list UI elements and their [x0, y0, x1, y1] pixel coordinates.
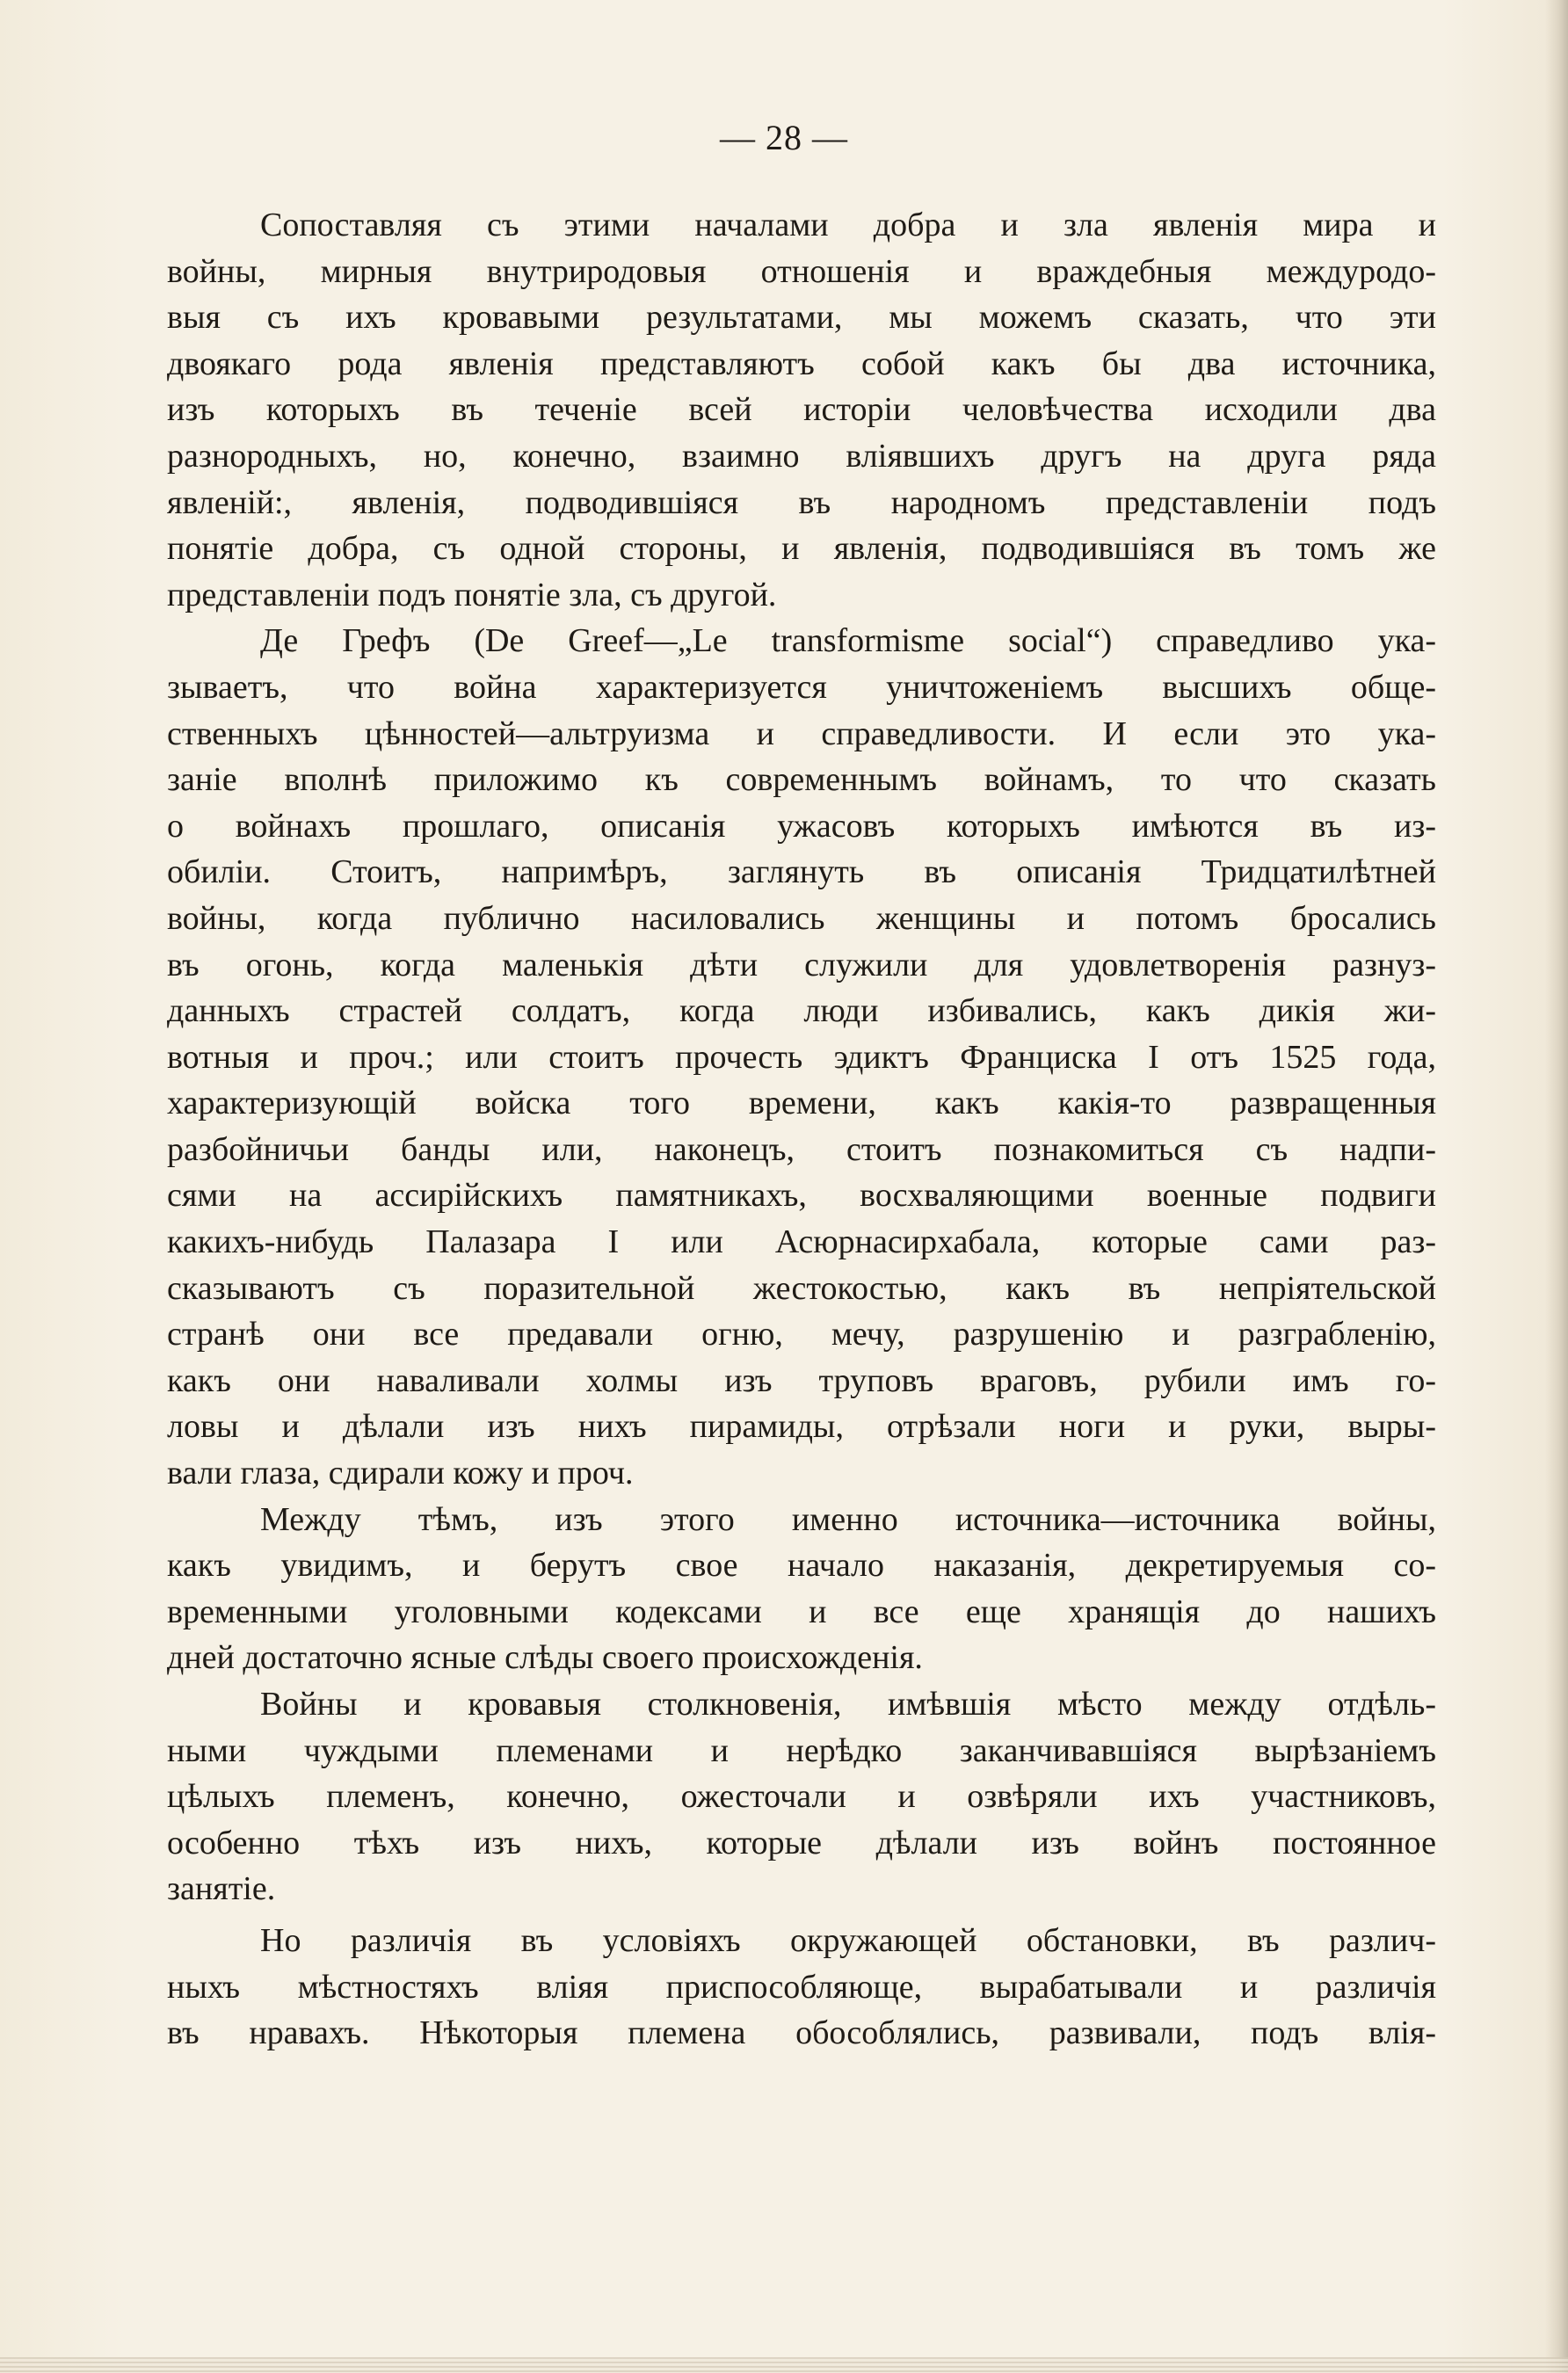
text-line: какъ они наваливали холмы изъ труповъ враговъ, рубили имъ го- [167, 1361, 1436, 1399]
text-line: особенно тѣхъ изъ нихъ, которые дѣлали изъ войнъ постоянное [167, 1824, 1436, 1861]
page-edge-shadow [1545, 0, 1568, 2373]
text-line: ловы и дѣлали изъ нихъ пирамиды, отрѣзали ноги и руки, выры- [167, 1408, 1436, 1446]
text-line: двоякаго рода явленія представляютъ собой какъ бы два источника, [167, 345, 1436, 382]
text-line: въ огонь, когда маленькія дѣти служили для удовлетворенія разнуз- [167, 946, 1436, 983]
text-line: выя съ ихъ кровавыми результатами, мы можемъ сказать, что эти [167, 299, 1436, 337]
page-number: — 28 — [720, 118, 848, 157]
paragraph-5 [167, 1918, 1436, 2057]
text-line: вали глаза, сдирали кожу и проч. [167, 1455, 634, 1492]
text-line: странѣ они все предавали огню, мечу, разрушенію и разграбленію, [167, 1316, 1436, 1353]
text-line: Между тѣмъ, изъ этого именно источника—источника войны, [260, 1500, 1436, 1538]
text-line: разбойничьи банды или, наконецъ, стоитъ познакомиться съ надпи- [167, 1130, 1436, 1168]
text-line: ственныхъ цѣнностей—альтруизма и справедливости. И если это ука- [167, 715, 1436, 752]
text-line: зываетъ, что война характеризуется уничтоженіемъ высшихъ обще- [167, 668, 1436, 706]
text-line: о войнахъ прошлаго, описанія ужасовъ которыхъ имѣются въ из- [167, 807, 1436, 845]
text-line: сказываютъ съ поразительной жестокостью, какъ въ непріятельской [167, 1269, 1436, 1307]
text-line: представленіи подъ понятіе зла, съ другой. [167, 576, 777, 613]
text-line: явленій:, явленія, подводившіяся въ народномъ представленіи подъ [167, 483, 1436, 521]
text-line: въ нравахъ. Нѣкоторыя племена обособлялись, развивали, подъ влія- [167, 2014, 1436, 2052]
text-line: данныхъ страстей солдатъ, когда люди избивались, какъ дикія жи- [167, 992, 1436, 1030]
text-line: дней достаточно ясные слѣды своего происхожденія. [167, 1639, 923, 1677]
text-line: цѣлыхъ племенъ, конечно, ожесточали и озвѣряли ихъ участниковъ, [167, 1778, 1436, 1816]
text-line: ныхъ мѣстностяхъ вліяя приспособляюще, вырабатывали и различія [167, 1968, 1436, 2006]
text-line: Де Грефъ (De Greef—„Le transformisme social“) справедливо ука- [260, 622, 1436, 660]
text-line: понятіе добра, съ одной стороны, и явленія, подводившіяся въ томъ же [167, 530, 1436, 568]
text-line: сями на ассирійскихъ памятникахъ, восхваляющими военные подвиги [167, 1177, 1436, 1215]
text-line: изъ которыхъ въ теченіе всей исторіи человѣчества исходили два [167, 391, 1436, 429]
paragraph-3 [167, 1497, 1436, 1681]
text-line: временными уголовными кодексами и все еще хранящія до нашихъ [167, 1593, 1436, 1630]
text-line: какъ увидимъ, и берутъ свое начало наказанія, декретируемыя со- [167, 1547, 1436, 1585]
text-line: какихъ-нибудь Палазара I или Асюрнасирхабала, которые сами раз- [167, 1223, 1436, 1261]
text-line: занятіе. [167, 1870, 276, 1908]
text-line: ными чуждыми племенами и нерѣдко заканчивавшіяся вырѣзаніемъ [167, 1731, 1436, 1769]
text-line: Сопоставляя съ этими началами добра и зла явленія мира и [260, 207, 1436, 243]
text-line: обиліи. Стоитъ, напримѣръ, заглянуть въ описанія Тридцатилѣтней [167, 853, 1436, 891]
body-text [167, 202, 1436, 2057]
paragraph-1 [167, 202, 1436, 618]
text-line: Но различія въ условіяхъ окружающей обстановки, въ различ- [260, 1921, 1436, 1959]
paragraph-2 [167, 618, 1436, 1496]
page-bottom-edge [0, 2357, 1568, 2373]
text-line: заніе вполнѣ приложимо къ современнымъ войнамъ, то что сказать [167, 761, 1436, 799]
text-line: разнородныхъ, но, конечно, взаимно вліявшихъ другъ на друга ряда [167, 437, 1436, 475]
paragraph-4 [167, 1681, 1436, 1912]
text-line: Войны и кровавыя столкновенія, имѣвшія мѣсто между отдѣль- [260, 1686, 1436, 1723]
text-line: войны, мирныя внутриродовыя отношенія и враждебныя междуродо- [167, 252, 1436, 290]
text-line: характеризующій войска того времени, какъ какія-то развращенныя [167, 1085, 1436, 1122]
text-line: вотныя и проч.; или стоитъ прочесть эдиктъ Франциска I отъ 1525 года, [167, 1038, 1436, 1076]
text-line: войны, когда публично насиловались женщины и потомъ бросались [167, 899, 1436, 937]
